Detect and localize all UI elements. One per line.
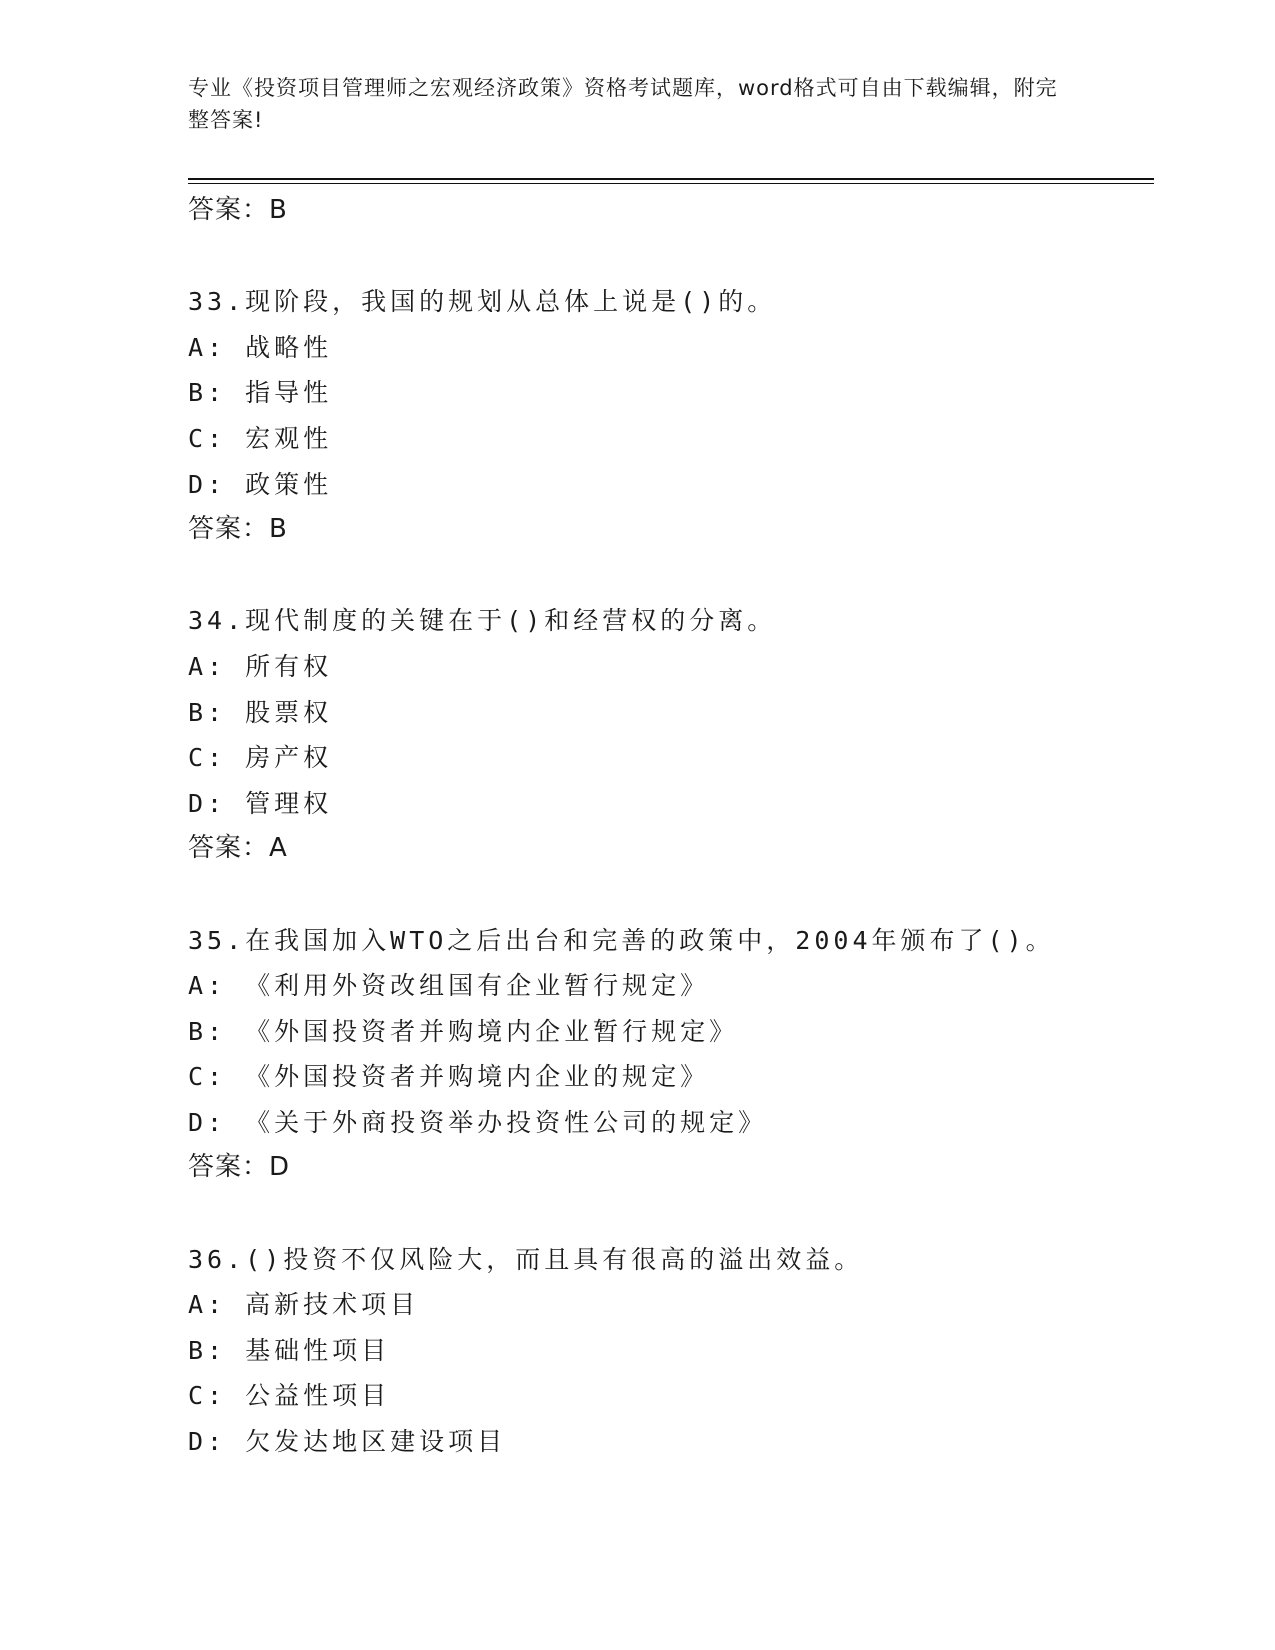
- spacer: [188, 234, 1154, 280]
- answer-line: 答案：D: [188, 1152, 291, 1183]
- option-d: D: 欠发达地区建设项目: [188, 1427, 507, 1457]
- option-b: B: 基础性项目: [188, 1335, 391, 1365]
- option-c: C: 公益性项目: [188, 1381, 391, 1411]
- option-d: D: 政策性: [188, 469, 333, 499]
- question-stem: 33.现阶段，我国的规划从总体上说是()的。: [188, 287, 777, 317]
- option-d: D: 《关于外商投资举办投资性公司的规定》: [188, 1107, 768, 1137]
- page-header: 专业《投资项目管理师之宏观经济政策》资格考试题库，word格式可自由下载编辑，附完整答案!: [188, 76, 1058, 132]
- option-c: C: 《外国投资者并购境内企业的规定》: [188, 1062, 710, 1092]
- option-b: B: 《外国投资者并购境内企业暂行规定》: [188, 1016, 739, 1046]
- option-c: C: 房产权: [188, 743, 333, 773]
- spacer: [188, 872, 1154, 918]
- answer-line: 答案：B: [188, 514, 288, 545]
- spacer: [188, 1191, 1154, 1237]
- question-stem: 34.现代制度的关键在于()和经营权的分离。: [188, 606, 777, 636]
- header-divider-thin: [188, 183, 1154, 184]
- question-list: [188, 188, 1154, 1465]
- question-stem: 36.()投资不仅风险大，而且具有很高的溢出效益。: [188, 1244, 864, 1274]
- option-c: C: 宏观性: [188, 423, 333, 453]
- option-b: B: 股票权: [188, 697, 333, 727]
- question-stem: 35.在我国加入WTO之后出台和完善的政策中，2004年颁布了()。: [188, 925, 1055, 955]
- option-a: A: 高新技术项目: [188, 1290, 420, 1320]
- answer-line: 答案：A: [188, 833, 288, 864]
- option-d: D: 管理权: [188, 788, 333, 818]
- option-a: A: 所有权: [188, 651, 333, 681]
- spacer: [188, 553, 1154, 599]
- option-a: A: 《利用外资改组国有企业暂行规定》: [188, 971, 710, 1001]
- header-divider-thick: [188, 178, 1154, 180]
- option-a: A: 战略性: [188, 332, 333, 362]
- answer-line: 答案：B: [188, 195, 288, 225]
- option-b: B: 指导性: [188, 378, 333, 408]
